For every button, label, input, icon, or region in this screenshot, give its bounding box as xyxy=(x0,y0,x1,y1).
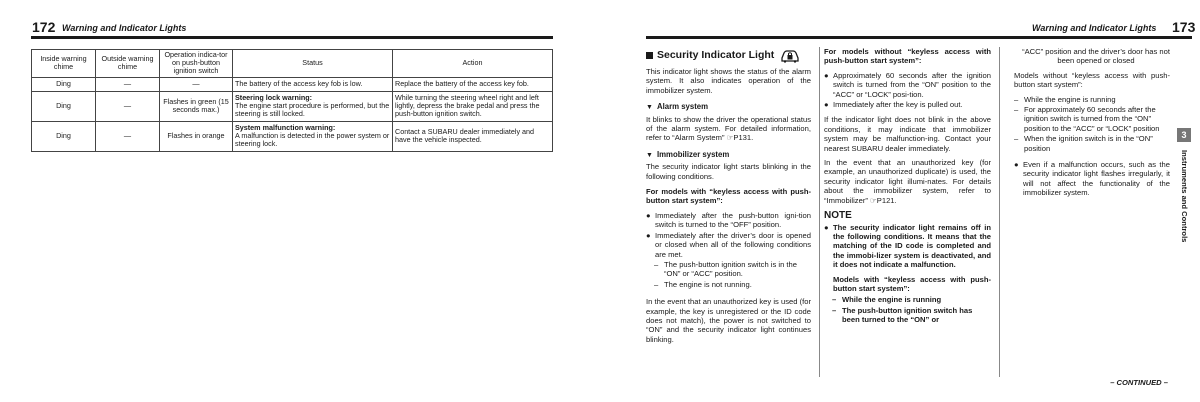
note-with-heading: Models with “keyless access with push-button start system”: xyxy=(833,274,991,293)
table-cell: — xyxy=(96,121,160,151)
list-item: ● The security indicator light remains off in the following conditions. It means that the matching of the ID code is completed and the immobi-lizer system is deactivated, and it does not indicate a malfunction. xyxy=(824,222,991,270)
list-item: – When the ignition switch is in the “ON” position xyxy=(1014,134,1153,153)
triangle-down-icon: ▼ xyxy=(646,151,653,159)
column-2 xyxy=(824,47,991,326)
alarm-text: It blinks to show the driver the operational status of the alarm system. For detailed information, refer to “Alarm System” ☞P131. xyxy=(646,114,811,143)
list-item: – The push-button ignition switch is in the “ON” or “ACC” position. xyxy=(654,259,797,279)
status-text: The battery of the access key fob is low. xyxy=(235,79,363,88)
table-header-cell: Operation indica-tor on push-button ignition switch xyxy=(160,50,233,78)
triangle-down-icon: ▼ xyxy=(646,104,653,112)
right-page xyxy=(600,0,1200,402)
table-cell: Ding xyxy=(32,77,96,91)
list-item: – The engine is not running. xyxy=(654,279,752,289)
page-header-title: Warning and Indicator Lights xyxy=(62,23,187,33)
chapter-tab: 3 xyxy=(1177,128,1191,142)
table-cell xyxy=(233,77,393,91)
square-bullet-icon xyxy=(646,52,653,59)
page-header-title: Warning and Indicator Lights xyxy=(1032,23,1157,33)
table-row xyxy=(32,91,553,121)
page-number: 172 xyxy=(32,19,56,35)
list-item: ● Approximately 60 seconds after the ignition switch is turned from the “ON” position to the “ACC” or “LOCK” posi-tion. xyxy=(824,70,991,99)
without-keyless-heading: For models without “keyless access with push-button start system”: xyxy=(824,47,991,66)
table-cell: Replace the battery of the access key fob. xyxy=(393,77,553,91)
table-cell xyxy=(233,121,393,151)
table-cell: Flashes in orange xyxy=(160,121,233,151)
column-3 xyxy=(1014,47,1170,199)
keyless-heading: For models with “keyless access with push-button start system”: xyxy=(646,187,811,206)
column-divider xyxy=(819,47,820,377)
list-item: ● Immediately after the push-button igni-tion switch is turned to the “OFF” position. xyxy=(646,210,811,230)
warning-table xyxy=(31,49,553,152)
table-header-cell: Inside warning chime xyxy=(32,50,96,78)
list-item: – For approximately 60 seconds after the ignition switch is turned from the “ON” position to the “ACC” or “LOCK” position xyxy=(1014,105,1160,133)
status-text: A malfunction is detected in the power system or steering lock. xyxy=(235,131,390,149)
intro-text: This indicator light shows the status of the alarm system. It also indicates operation of the immobilizer system. xyxy=(646,67,811,95)
table-cell: — xyxy=(160,77,233,91)
list-item: – The push-button ignition switch has been turned to the “ON” or xyxy=(832,305,973,325)
chapter-name: Instruments and Controls xyxy=(1180,150,1189,243)
column-1 xyxy=(646,47,811,349)
alarm-heading: ▼ Alarm system xyxy=(646,102,709,112)
table-cell: Ding xyxy=(32,91,96,121)
status-text: The engine start procedure is performed, but the steering is still locked. xyxy=(235,101,390,119)
table-header-row xyxy=(32,50,553,78)
immobilizer-heading: ▼ Immobilizer system xyxy=(646,149,730,159)
table-cell xyxy=(233,91,393,121)
unauthorized-text: In the event that an unauthorized key is used (for example, the key is unregistered or the ID code does not match), the power is not switched to “ON” and the security indicator light continues blinking. xyxy=(646,297,811,344)
car-lock-icon xyxy=(780,47,800,63)
table-row xyxy=(32,77,553,91)
page-number: 173 xyxy=(1172,19,1196,35)
without-keyless-heading: Models without “keyless access with push-button start system”: xyxy=(1014,70,1170,90)
immobilizer-text: The security indicator light starts blinking in the following conditions. xyxy=(646,162,811,181)
header-rule xyxy=(646,36,1192,39)
nonblink-text: If the indicator light does not blink in the above conditions, it may indicate that immobilizer system may be malfunction-ing. Contact your nearest SUBARU dealer immediately. xyxy=(824,115,991,153)
table-cell: — xyxy=(96,77,160,91)
list-item: ● Even if a malfunction occurs, such as the security indicator light flashes irregularly, it will not affect the functionality of the immobilizer system. xyxy=(1014,160,1170,198)
table-header-cell: Status xyxy=(233,50,393,78)
continued-label: – CONTINUED – xyxy=(1110,378,1168,387)
header-rule xyxy=(31,36,553,39)
table-header-cell: Outside warning chime xyxy=(96,50,160,78)
section-title: Security Indicator Light xyxy=(646,47,811,63)
list-item: – While the engine is running xyxy=(832,295,942,305)
column-divider xyxy=(999,47,1000,377)
status-title: Steering lock warning: xyxy=(235,92,313,102)
continued-text: “ACC” position and the driver’s door has not been opened or closed xyxy=(1022,47,1170,66)
status-title: System malfunction warning: xyxy=(235,122,336,132)
list-item: ● Immediately after the driver’s door is opened or closed when all of the following conditions are met. xyxy=(646,230,811,259)
table-cell: Flashes in green (15 seconds max.) xyxy=(160,91,233,121)
unauthorized-text: In the event that an unauthorized key (for example, an unauthorized duplicate) is used, the security indicator light illumi-nates. For details about the immobilizer system, refer to “Immobilizer” ☞P121. xyxy=(824,158,991,205)
table-cell: Ding xyxy=(32,121,96,151)
table-row xyxy=(32,121,553,151)
table-cell: While turning the steering wheel right and left lightly, depress the brake pedal and press the push-button ignition switch. xyxy=(393,91,553,121)
list-item: – While the engine is running xyxy=(1014,94,1116,104)
table-cell: Contact a SUBARU dealer immediately and have the vehicle inspected. xyxy=(393,121,553,151)
note-heading: NOTE xyxy=(824,210,852,222)
list-item: ● Immediately after the key is pulled out. xyxy=(824,100,963,110)
table-header-cell: Action xyxy=(393,50,553,78)
table-cell: — xyxy=(96,91,160,121)
